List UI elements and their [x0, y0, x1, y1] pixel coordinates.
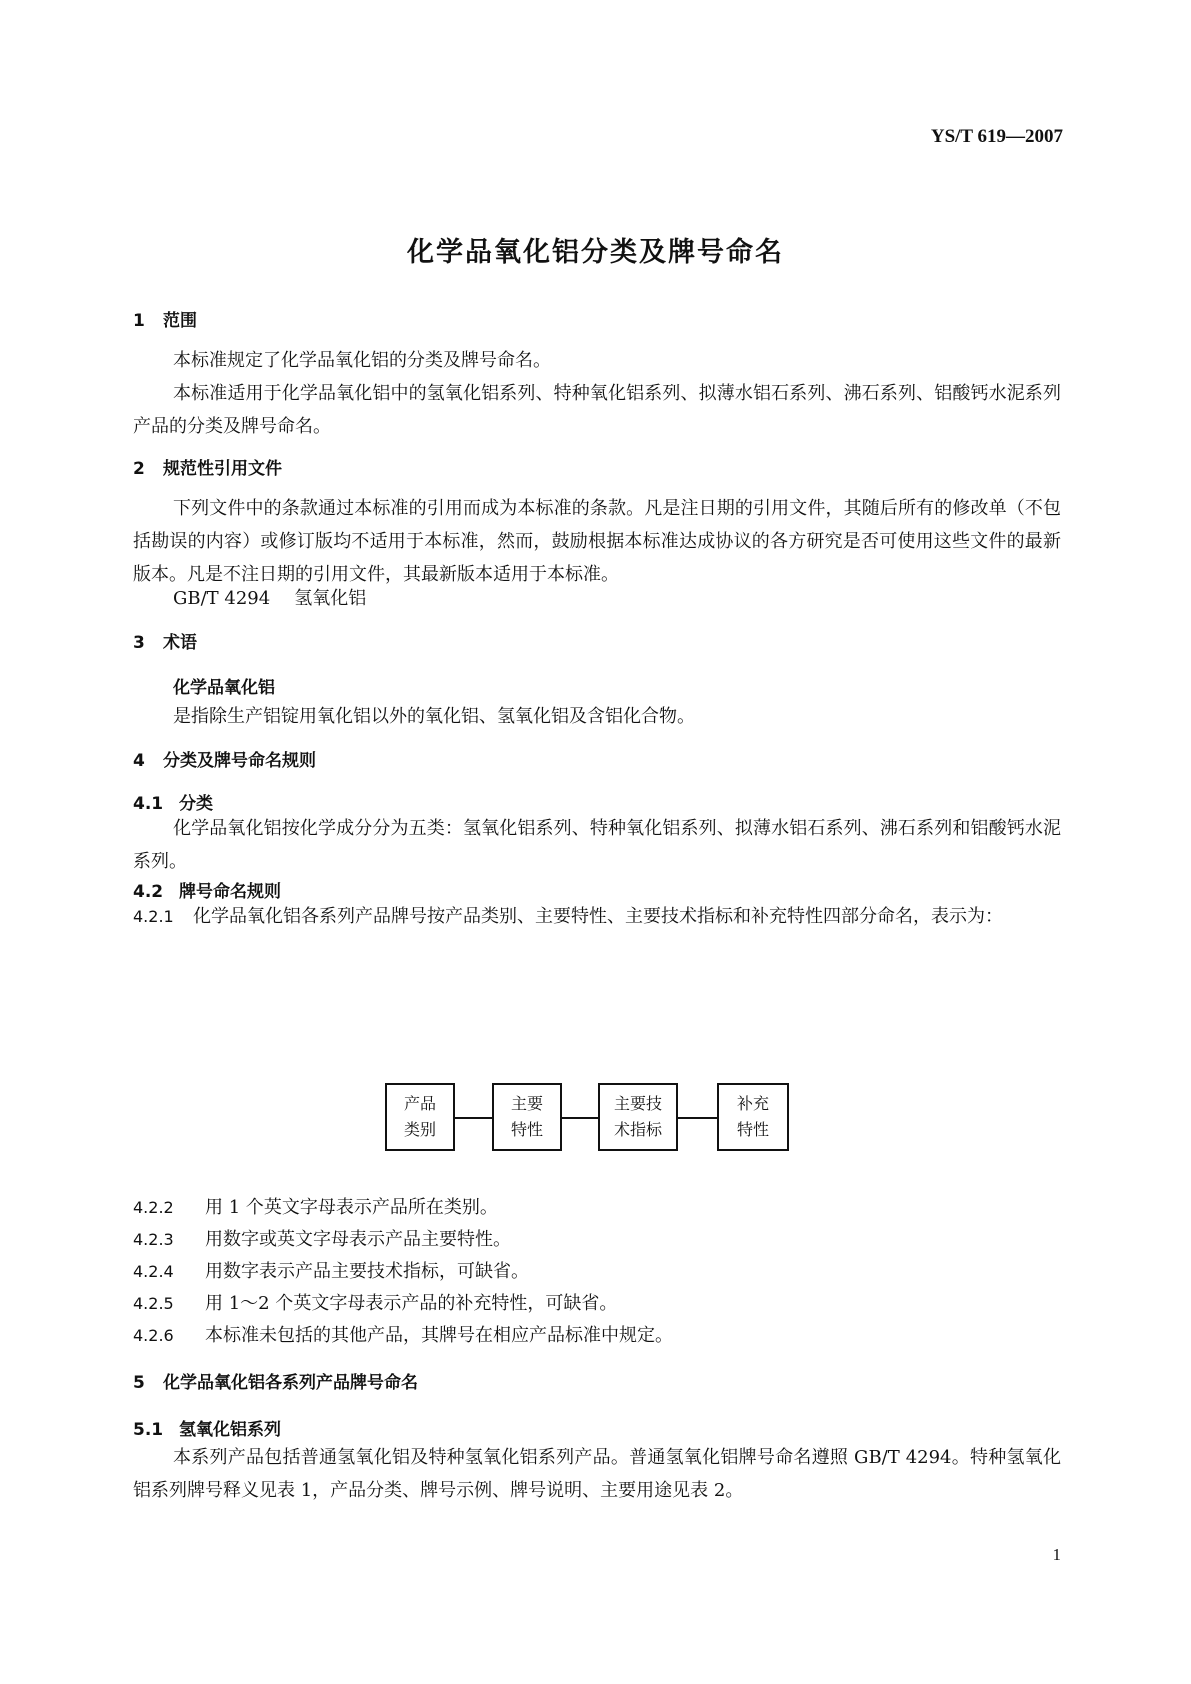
box-line-2: 术指标	[613, 1120, 662, 1139]
term-definition: 是指除生产铝锭用氧化铝以外的氧化铝、氢氧化铝及含铝化合物。	[173, 706, 695, 727]
clause-4-2-3	[133, 1225, 511, 1251]
subsection-title: 分类	[179, 794, 213, 814]
section-number: 2	[133, 459, 145, 479]
subsection-number: 5.1	[133, 1420, 164, 1440]
subsection-4-2-heading	[133, 877, 281, 902]
subsection-5-1-heading	[133, 1415, 281, 1440]
clause-4-2-2	[133, 1193, 498, 1219]
box-line-2: 类别	[403, 1120, 436, 1139]
clause-4-2-6	[133, 1321, 673, 1347]
diagram-connector	[678, 1117, 717, 1119]
section-number: 4	[133, 751, 145, 771]
section-2-paragraph-1: 下列文件中的条款通过本标准的引用而成为本标准的条款。凡是注日期的引用文件，其随后所有的修改单（不包括勘误的内容）或修订版均不适用于本标准，然而，鼓励根据本标准达成协议的各方研究是否可使用这些文件的最新版本。凡是不注日期的引用文件，其最新版本适用于本标准。	[133, 498, 1061, 585]
section-3-heading	[133, 628, 197, 653]
page-number: 1	[1052, 1545, 1061, 1564]
diagram-box-supplementary-property	[717, 1083, 789, 1151]
box-line-1: 产品	[403, 1094, 436, 1113]
section-title: 术语	[163, 633, 197, 653]
section-title: 规范性引用文件	[163, 459, 282, 479]
clause-text: 本标准未包括的其他产品，其牌号在相应产品标准中规定。	[205, 1325, 673, 1346]
subsection-number: 4.2	[133, 882, 164, 902]
subsection-title: 牌号命名规则	[179, 882, 281, 902]
section-number: 3	[133, 633, 145, 653]
subsection-5-1-text: 本系列产品包括普通氢氧化铝及特种氢氧化铝系列产品。普通氢氧化铝牌号命名遵照 GB/T 4294。特种氢氧化铝系列牌号释义见表 1，产品分类、牌号示例、牌号说明、主要用途见表 2。	[133, 1447, 1061, 1501]
clause-text: 用 1～2 个英文字母表示产品的补充特性，可缺省。	[205, 1293, 618, 1314]
clause-number: 4.2.6	[133, 1326, 174, 1345]
clause-4-2-1	[133, 900, 1061, 933]
diagram-box-product-category	[385, 1083, 455, 1151]
clause-number: 4.2.1	[133, 907, 174, 926]
term-name: 化学品氧化铝	[173, 678, 275, 698]
diagram-box-technical-index	[598, 1083, 678, 1151]
box-line-1: 补充	[736, 1094, 769, 1113]
clause-4-2-5	[133, 1289, 617, 1315]
section-title: 范围	[163, 311, 197, 331]
subsection-title: 氢氧化铝系列	[179, 1420, 281, 1440]
clause-text: 化学品氧化铝各系列产品牌号按产品类别、主要特性、主要技术指标和补充特性四部分命名，表示为：	[193, 906, 1003, 927]
clause-text: 用数字或英文字母表示产品主要特性。	[205, 1229, 511, 1250]
section-title: 分类及牌号命名规则	[163, 751, 316, 771]
section-5-heading	[133, 1368, 418, 1393]
subsection-4-1-text: 化学品氧化铝按化学成分分为五类：氢氧化铝系列、特种氧化铝系列、拟薄水铝石系列、沸石系列和铝酸钙水泥系列。	[133, 818, 1061, 872]
box-line-1: 主要	[510, 1094, 543, 1113]
diagram-connector	[455, 1117, 492, 1119]
subsection-4-1-heading	[133, 789, 213, 814]
normative-reference	[173, 584, 366, 610]
section-1-heading	[133, 306, 197, 331]
clause-text: 用数字表示产品主要技术指标，可缺省。	[205, 1261, 529, 1282]
section-number: 5	[133, 1373, 145, 1393]
box-line-1: 主要技	[613, 1094, 662, 1113]
section-1-paragraph-1: 本标准规定了化学品氧化铝的分类及牌号命名。	[173, 350, 551, 371]
box-line-2: 特性	[736, 1120, 769, 1139]
clause-text: 用 1 个英文字母表示产品所在类别。	[205, 1197, 498, 1218]
reference-title: 氢氧化铝	[294, 588, 367, 609]
section-number: 1	[133, 311, 145, 331]
clause-number: 4.2.3	[133, 1230, 174, 1249]
naming-structure-diagram	[385, 1083, 803, 1153]
clause-number: 4.2.5	[133, 1294, 174, 1313]
diagram-connector	[562, 1117, 598, 1119]
clause-number: 4.2.4	[133, 1262, 174, 1281]
subsection-number: 4.1	[133, 794, 164, 814]
document-title: 化学品氧化铝分类及牌号命名	[407, 237, 784, 268]
reference-code: GB/T 4294	[173, 588, 271, 609]
section-2-heading	[133, 454, 282, 479]
diagram-box-main-property	[492, 1083, 562, 1151]
clause-number: 4.2.2	[133, 1198, 174, 1217]
clause-4-2-4	[133, 1257, 529, 1283]
section-1-paragraph-2: 本标准适用于化学品氧化铝中的氢氧化铝系列、特种氧化铝系列、拟薄水铝石系列、沸石系列、铝酸钙水泥系列产品的分类及牌号命名。	[133, 383, 1061, 437]
standard-code: YS/T 619—2007	[930, 126, 1063, 147]
section-4-heading	[133, 746, 316, 771]
box-line-2: 特性	[510, 1120, 543, 1139]
section-title: 化学品氧化铝各系列产品牌号命名	[163, 1373, 418, 1393]
